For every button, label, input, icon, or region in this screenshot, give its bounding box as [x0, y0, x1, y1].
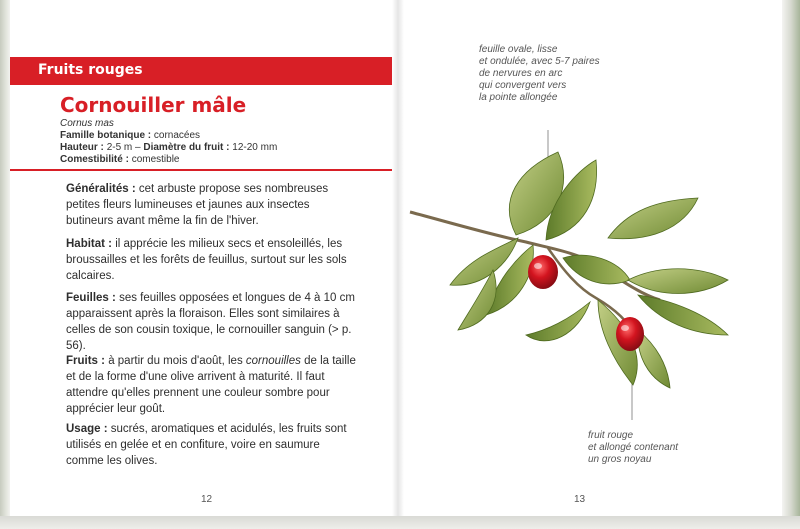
paragraph-habitat: [66, 236, 356, 284]
berry-highlight: [534, 263, 542, 269]
paragraph-feuilles: [66, 290, 356, 354]
paragraph-label: Habitat :: [66, 238, 112, 250]
header-rule: [10, 169, 392, 171]
paragraph-fruits: [66, 353, 356, 417]
paragraph-usage: [66, 421, 356, 469]
size-line: [60, 142, 277, 154]
fruit-annotation-line: un gros noyau: [588, 454, 652, 465]
berry: [616, 317, 644, 351]
leaf-annotation-line: feuille ovale, lisse: [479, 44, 558, 55]
paragraph-generalites: [66, 181, 356, 229]
leaf-annotation-line: la pointe allongée: [479, 92, 558, 103]
family-label: Famille botanique :: [60, 130, 152, 141]
paragraph-text: il apprécie les milieux secs et ensoleillés, les broussailles et les forêts de feuillus, surtout sur les sols calcaires.: [66, 238, 347, 282]
fruit-annotation-line: et allongé contenant: [588, 442, 679, 453]
page-bottom-edge: [0, 516, 800, 529]
leaf-annotation-line: qui convergent vers: [479, 80, 567, 91]
paragraph-text: ses feuilles opposées et longues de 4 à 10 cm apparaissent après la floraison. Elles sont similaires à celles de son cousin toxique, le cornouiller sanguin (> p. 56).: [66, 292, 355, 352]
fruit-diameter-value: 12-20 mm: [232, 142, 278, 153]
family-line: [60, 130, 200, 142]
paragraph-emphasis: cornouilles: [245, 355, 301, 367]
species-title: Cornouiller mâle: [60, 93, 247, 117]
edibility-label: Comestibilité :: [60, 154, 129, 165]
meta-separator: –: [135, 142, 141, 153]
paragraph-text: sucrés, aromatiques et acidulés, les fruits sont utilisés en gelée et en confiture, voire en saumure comme les olives.: [66, 423, 347, 467]
paragraph-text: à partir du mois d'août, les: [108, 355, 246, 367]
height-label: Hauteur :: [60, 142, 104, 153]
fruit-annotation-line: fruit rouge: [588, 430, 634, 441]
cornus-mas-illustration: [398, 130, 782, 420]
edibility-value: comestible: [131, 154, 180, 165]
leaf-annotation-line: de nervures en arc: [479, 68, 563, 79]
right-page-edge: [782, 0, 800, 529]
leaf: [526, 302, 590, 341]
leaf: [628, 269, 728, 294]
latin-name: Cornus mas: [60, 118, 114, 129]
paragraph-label: Feuilles :: [66, 292, 116, 304]
leaf-annotation-line: et ondulée, avec 5-7 paires: [479, 56, 600, 67]
height-value: 2-5 m: [106, 142, 133, 153]
berry: [528, 255, 558, 289]
paragraph-label: Fruits :: [66, 355, 105, 367]
left-page-edge: [0, 0, 10, 529]
section-title: Fruits rouges: [38, 62, 143, 78]
family-value: cornacées: [153, 130, 201, 141]
paragraph-text: cet arbuste propose ses nombreuses petites fleurs lumineuses et jaunes aux insectes butineurs avant même la fin de l'hiver.: [66, 183, 329, 227]
paragraph-label: Généralités :: [66, 183, 136, 195]
edibility-line: [60, 154, 180, 166]
page-number-left: 12: [201, 494, 213, 505]
fruit-annotation: [588, 430, 678, 466]
paragraph-label: Usage :: [66, 423, 108, 435]
leaf: [608, 198, 698, 239]
paragraph-text: de la taille et de la forme d'une olive arrivent à maturité. Il faut attendre qu'elles prennent une couleur sombre pour apprécier leur goût.: [66, 355, 356, 415]
page-number-right: 13: [574, 494, 586, 505]
fruit-diameter-label: Diamètre du fruit :: [143, 142, 230, 153]
leaf-annotation: [479, 44, 600, 104]
leaf: [638, 295, 728, 335]
berry-highlight: [621, 325, 629, 331]
